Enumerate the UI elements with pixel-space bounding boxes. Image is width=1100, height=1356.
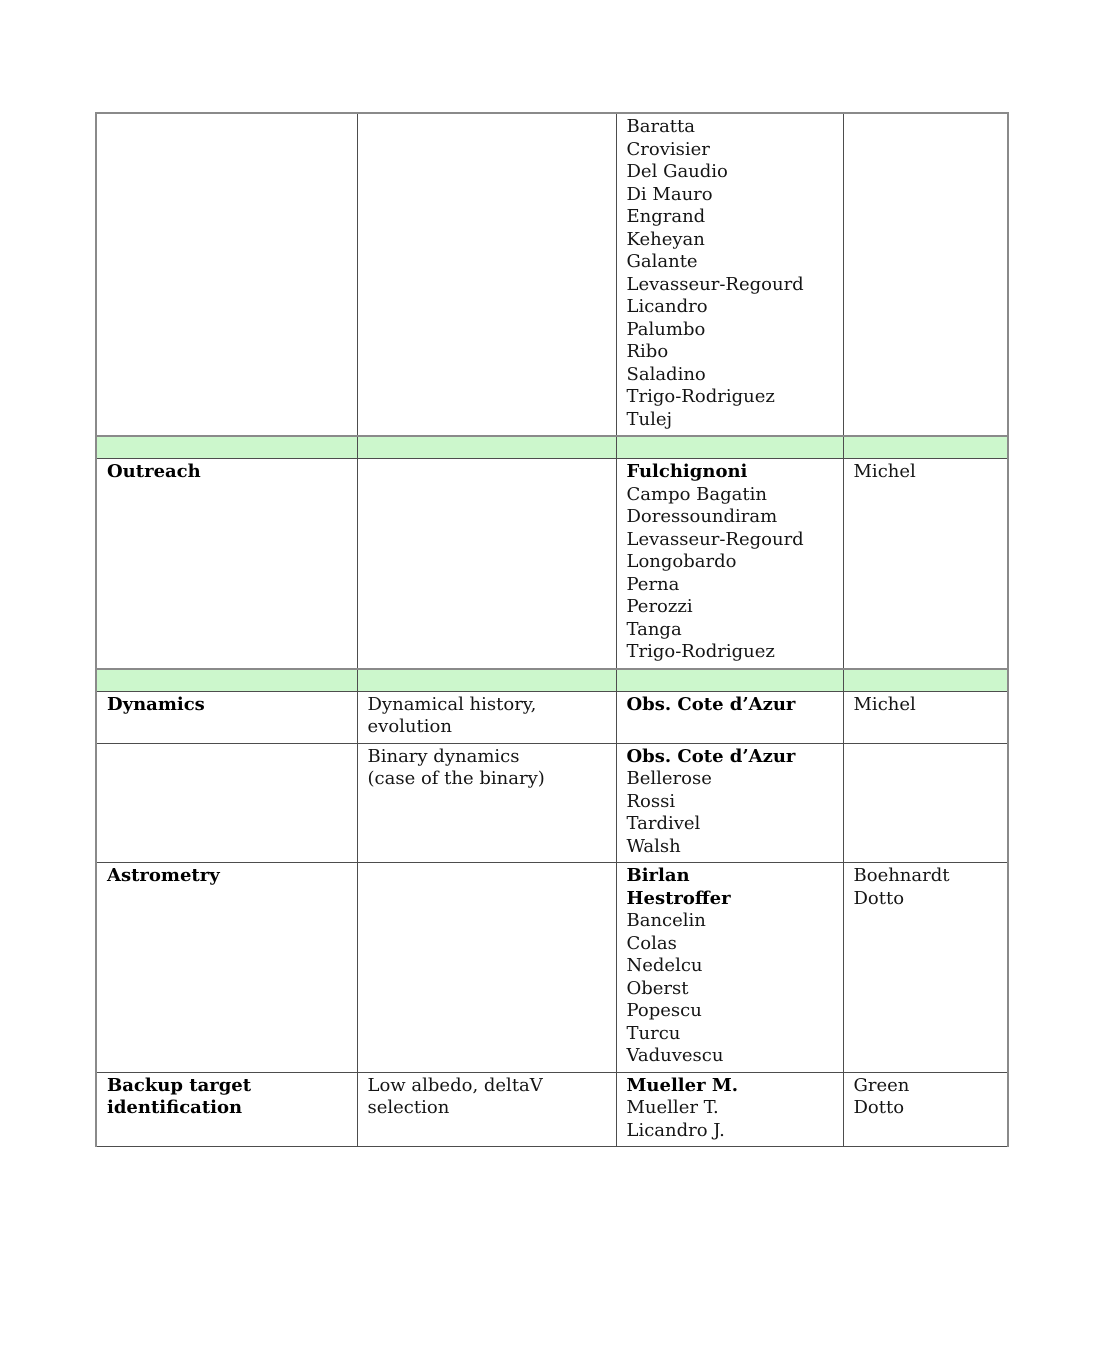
team-line: Di Mauro: [626, 183, 713, 205]
subtopic-cell: [357, 743, 616, 863]
team-line: Hestroffer: [626, 887, 731, 909]
table-row: [96, 691, 1008, 743]
team-line: Keheyan: [626, 228, 705, 250]
leads-line: Dotto: [853, 1097, 905, 1118]
team-line: Bancelin: [626, 910, 706, 931]
subtopic-line: Dynamical history,: [367, 693, 537, 715]
team-line: Trigo-Rodriguez: [626, 641, 775, 662]
topic-line: Backup target: [107, 1074, 252, 1096]
subtopic-cell: [357, 691, 616, 743]
team-line: Longobardo: [626, 551, 737, 572]
subtopic-line: Binary dynamics: [367, 745, 520, 767]
leads-cell: [843, 743, 1008, 863]
spacer-row: [96, 436, 1008, 459]
topic-line: Dynamics: [107, 693, 205, 715]
spacer-cell: [357, 669, 616, 692]
team-line: Mueller M.: [626, 1074, 739, 1096]
team-line: Palumbo: [626, 318, 706, 340]
team-line: Turcu: [626, 1022, 681, 1044]
topic-cell: [96, 113, 357, 436]
leads-line: Green: [853, 1074, 910, 1096]
team-line: Levasseur-Regourd: [626, 273, 804, 295]
team-line: Rossi: [626, 790, 676, 812]
subtopic-line: evolution: [367, 716, 452, 737]
leads-cell: [843, 691, 1008, 743]
team-line: Popescu: [626, 1000, 702, 1021]
team-cell: [616, 459, 843, 669]
spacer-cell: [616, 436, 843, 459]
team-line: Obs. Cote d’Azur: [626, 693, 796, 715]
spacer-cell: [96, 436, 357, 459]
spacer-cell: [843, 669, 1008, 692]
team-line: Perna: [626, 573, 680, 595]
subtopic-line: (case of the binary): [367, 768, 545, 789]
team-line: Tulej: [626, 408, 673, 430]
team-line: Vaduvescu: [626, 1045, 724, 1066]
team-line: Obs. Cote d’Azur: [626, 745, 796, 767]
team-line: Tanga: [626, 618, 682, 640]
subtopic-cell: [357, 459, 616, 669]
leads-cell: [843, 459, 1008, 669]
leads-cell: [843, 113, 1008, 436]
topic-line: identification: [107, 1097, 243, 1118]
team-line: Fulchignoni: [626, 461, 748, 482]
team-line: Baratta: [626, 116, 695, 137]
team-line: Mueller T.: [626, 1097, 719, 1118]
topic-line: Astrometry: [107, 865, 220, 886]
team-line: Oberst: [626, 977, 689, 999]
topic-cell: [96, 1072, 357, 1147]
team-line: Nedelcu: [626, 955, 703, 976]
team-line: Licandro: [626, 296, 708, 317]
leads-cell: [843, 863, 1008, 1073]
team-line: Licandro J.: [626, 1119, 725, 1141]
team-line: Perozzi: [626, 596, 693, 617]
subtopic-cell: [357, 1072, 616, 1147]
table-row: [96, 1072, 1008, 1147]
leads-line: Dotto: [853, 887, 905, 909]
topic-cell: [96, 459, 357, 669]
team-line: Tardivel: [626, 813, 701, 834]
spacer-cell: [96, 669, 357, 692]
topic-cell: [96, 743, 357, 863]
team-line: Ribo: [626, 341, 669, 362]
leads-line: Boehnardt: [853, 865, 950, 886]
team-line: Birlan: [626, 865, 690, 886]
leads-line: Michel: [853, 693, 916, 715]
team-line: Saladino: [626, 363, 706, 385]
subtopic-cell: [357, 863, 616, 1073]
team-cell: [616, 113, 843, 436]
topic-cell: [96, 863, 357, 1073]
subtopic-cell: [357, 113, 616, 436]
team-cell: [616, 691, 843, 743]
spacer-cell: [616, 669, 843, 692]
team-line: Crovisier: [626, 138, 710, 160]
team-line: Levasseur-Regourd: [626, 528, 804, 550]
team-line: Campo Bagatin: [626, 483, 767, 505]
spacer-row: [96, 669, 1008, 692]
team-cell: [616, 863, 843, 1073]
team-line: Engrand: [626, 206, 706, 227]
topic-cell: [96, 691, 357, 743]
table-row: [96, 863, 1008, 1073]
team-cell: [616, 743, 843, 863]
team-line: Colas: [626, 932, 677, 954]
team-line: Walsh: [626, 835, 681, 857]
subtopic-line: Low albedo, deltaV: [367, 1074, 543, 1096]
team-cell: [616, 1072, 843, 1147]
team-line: Doressoundiram: [626, 506, 778, 527]
leads-line: Michel: [853, 461, 916, 482]
working-groups-table: [95, 112, 1009, 1147]
topic-line: Outreach: [107, 461, 201, 482]
team-line: Galante: [626, 251, 698, 272]
team-line: Trigo-Rodriguez: [626, 386, 775, 407]
team-line: Bellerose: [626, 768, 712, 789]
table-row: [96, 459, 1008, 669]
spacer-cell: [843, 436, 1008, 459]
spacer-cell: [357, 436, 616, 459]
table-row: [96, 113, 1008, 436]
team-line: Del Gaudio: [626, 161, 728, 182]
table-row: [96, 743, 1008, 863]
leads-cell: [843, 1072, 1008, 1147]
subtopic-line: selection: [367, 1097, 450, 1118]
